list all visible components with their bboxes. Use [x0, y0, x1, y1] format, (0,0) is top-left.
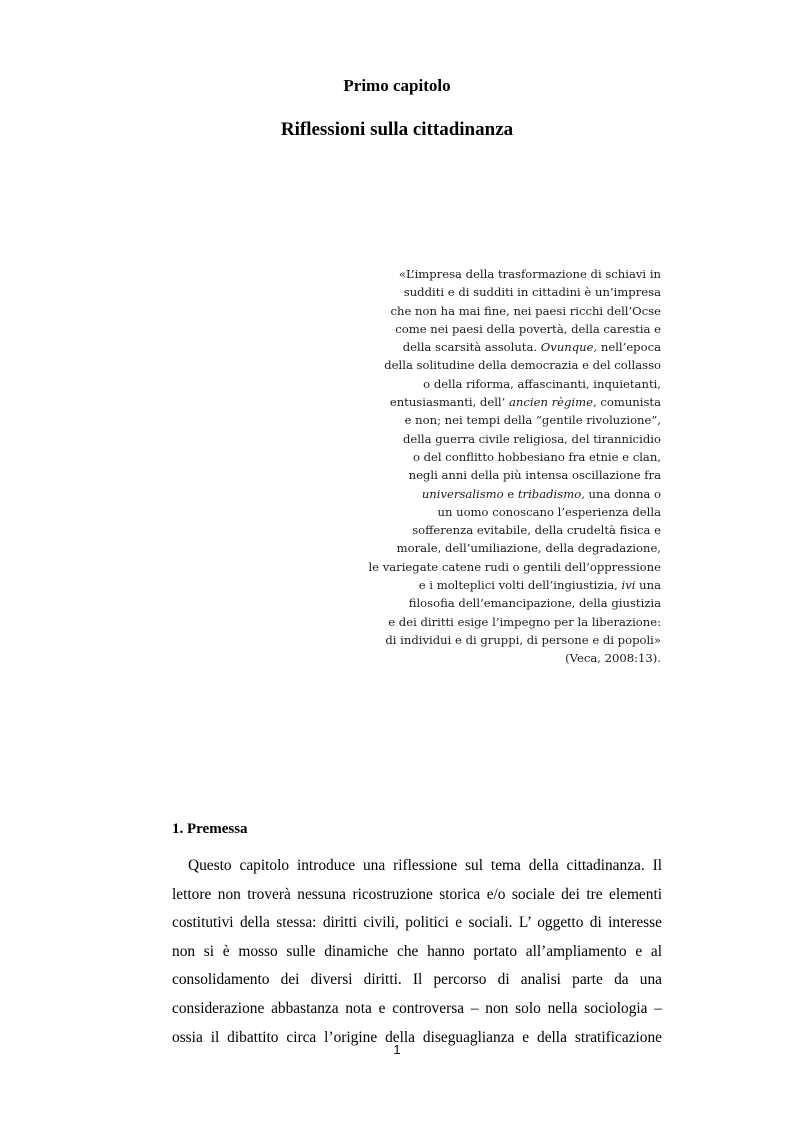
- epigraph-italic: ancien règime: [509, 395, 593, 410]
- body-line: non si è mosso sulle dinamiche che hanno portato all’ampliamento e al: [172, 942, 662, 960]
- epigraph-line: della solitudine della democrazia e del collasso: [384, 358, 661, 373]
- epigraph-text: una: [635, 578, 661, 593]
- epigraph-quote: [351, 265, 661, 668]
- chapter-label: Primo capitolo: [343, 76, 451, 95]
- epigraph-line: le variegate catene rudi o gentili dell’oppressione: [368, 559, 661, 574]
- epigraph-italic: tribadismo,: [517, 486, 585, 501]
- chapter-title: Riflessioni sulla cittadinanza: [280, 119, 514, 140]
- epigraph-citation: (Veca, 2008:13).: [565, 651, 661, 666]
- body-line: considerazione abbastanza nota e controversa – non solo nella sociologia –: [172, 999, 662, 1017]
- epigraph-line: [351, 338, 661, 356]
- body-paragraph: [172, 852, 662, 1052]
- epigraph-line: filosofia dell’emancipazione, della giustizia: [408, 596, 661, 611]
- body-line: lettore non troverà nessuna ricostruzione storica e/o sociale dei tre elementi: [172, 885, 662, 903]
- epigraph-text: una donna o: [584, 486, 661, 501]
- epigraph-text: , comunista: [592, 395, 661, 410]
- epigraph-line: sudditi e di sudditi in cittadini è un’impresa: [403, 285, 661, 300]
- epigraph-line: della guerra civile religiosa, del tirannicidio: [402, 431, 661, 446]
- epigraph-line: un uomo conoscano l’esperienza della: [437, 504, 661, 519]
- epigraph-line: [351, 393, 661, 411]
- body-line: Questo capitolo introduce una riflessione sul tema della cittadinanza. Il: [188, 857, 662, 874]
- body-line: ossia il dibattito circa l’origine della diseguaglianza e della stratificazione: [172, 1028, 662, 1046]
- epigraph-line: sofferenza evitabile, della crudeltà fisica e: [412, 523, 661, 538]
- epigraph-text: e i molteplici volti dell’ingiustizia,: [418, 578, 622, 593]
- epigraph-line: e dei diritti esige l’impegno per la liberazione:: [388, 614, 661, 629]
- epigraph-line: o della riforma, affascinanti, inquietanti,: [423, 376, 661, 391]
- epigraph-line: «L’impresa della trasformazione di schiavi in: [398, 267, 661, 281]
- epigraph-line: morale, dell’umiliazione, della degradazione,: [396, 541, 661, 556]
- section-heading: 1. Premessa: [172, 821, 248, 837]
- epigraph-italic: ivi: [621, 578, 636, 593]
- epigraph-line: e non; nei tempi della “gentile rivoluzione”,: [404, 413, 661, 428]
- epigraph-line: [351, 485, 661, 503]
- epigraph-line: negli anni della più intensa oscillazione fra: [408, 468, 661, 483]
- epigraph-italic: universalismo: [421, 486, 504, 501]
- epigraph-text: della scarsità assoluta.: [402, 340, 538, 355]
- epigraph-italic: Ovunque,: [540, 340, 598, 355]
- page-number: 1: [393, 1042, 401, 1057]
- epigraph-line: di individui e di gruppi, di persone e di popoli»: [385, 632, 661, 647]
- body-line: costitutivi della stessa: diritti civili, politici e sociali. L’ oggetto di interesse: [172, 914, 662, 932]
- epigraph-text: entusiasmanti, dell’: [389, 395, 509, 410]
- body-line: consolidamento dei diversi diritti. Il percorso di analisi parte da una: [172, 971, 662, 989]
- epigraph-text: nell’epoca: [597, 340, 661, 355]
- epigraph-line: o del conflitto hobbesiano fra etnie e clan,: [412, 449, 661, 464]
- epigraph-line: [351, 576, 661, 594]
- epigraph-text: e: [503, 486, 518, 501]
- epigraph-line: che non ha mai fine, nei paesi ricchi dell’Ocse: [390, 303, 661, 318]
- epigraph-line: come nei paesi della povertà, della carestia e: [395, 321, 661, 336]
